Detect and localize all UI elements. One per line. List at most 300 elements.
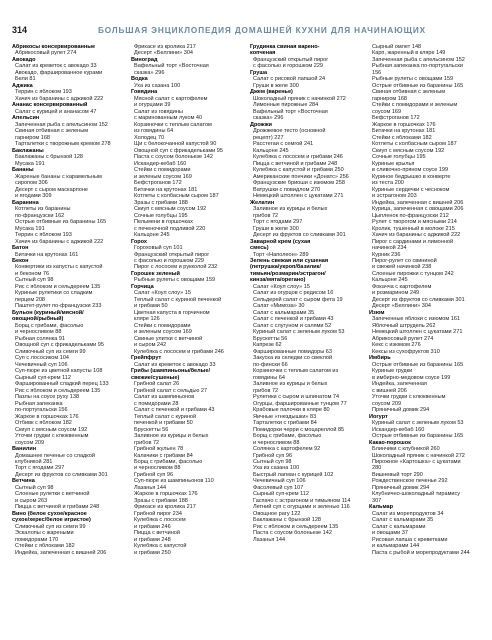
index-entry: Запеченные яблоки с изюмом 161 — [372, 316, 460, 323]
index-entry: Сочные голубцы 195 — [372, 154, 426, 161]
index-entry: Паста с рыбой и морепродуктами 244 — [372, 549, 470, 556]
index-heading: свежие/сушеные) — [131, 374, 180, 381]
index-entry: Курник 236 — [372, 251, 401, 258]
index-entry: Стейки с помидорами и зеленым — [372, 102, 458, 109]
index-heading: Желатин — [250, 199, 275, 206]
index-entry: 156 — [372, 69, 382, 76]
index-heading: Кальмар — [369, 504, 393, 511]
index-heading: (петрушка/укроп/базилик/ — [250, 264, 321, 271]
index-heading: овощной/рыбный) — [12, 316, 64, 323]
index-entry: Пельмени в горшочках — [134, 219, 193, 226]
index-entry: Расстегаи с семгой 241 — [253, 141, 314, 148]
index-entry: Пряничный домик 294 — [372, 407, 430, 414]
index-entry: Кекс с изюмом 276 — [372, 342, 421, 349]
index-heading: Ванилин — [12, 446, 37, 453]
index-entry: Битачки на крутонах 161 — [15, 251, 79, 258]
index-heading: Какао-порошок — [369, 439, 411, 446]
index-entry: Гаспачо с эстрагоном и тимьяном 114 — [253, 497, 351, 504]
index-heading: Грибы (шампиньоны/белые/ — [131, 368, 211, 375]
index-entry: и черносливом 88 — [15, 329, 62, 336]
index-entry: Курица, запеченная с овощами 206 — [372, 206, 464, 213]
index-entry: Заливное из курицы и белых — [134, 433, 209, 440]
index-entry: Кексы из сухофруктов 310 — [372, 348, 440, 355]
index-entry: Пирог с сардинами и лимонной — [372, 238, 454, 245]
index-entry: сиропом 306 — [15, 180, 48, 187]
index-entry: Салат из морепродуктов 34 — [372, 510, 444, 517]
index-entry: Лазанья 144 — [253, 536, 286, 543]
index-entry: Грибной салат 26 — [134, 381, 180, 388]
index-entry: Торт с ягодами 297 — [15, 465, 65, 472]
running-title: БОЛЬШАЯ ЭНЦИКЛОПЕДИЯ ДОМАШНЕЙ КУХНИ ДЛЯ НАЧИНАЮЩИХ — [98, 25, 426, 35]
index-entry: Отбивк с яблоком 182 — [15, 420, 72, 427]
index-entry: Уха из сазана 100 — [253, 465, 300, 472]
index-entry: из теста 200 — [372, 180, 404, 187]
index-entry: Куриные рулетики со сладким — [15, 290, 93, 297]
index-entry: Скиуп с мясным соусом 192 — [15, 426, 88, 433]
index-entry: и розмарином 249 — [372, 290, 420, 297]
index-entry: Мясной салат с картофелем — [134, 95, 208, 102]
index-entry: в имбирно-медовом соусе 199 — [372, 374, 451, 381]
index-entry: Жаркое в горшочках 176 — [15, 413, 79, 420]
index-entry: Террин с яблоком 193 — [15, 232, 72, 239]
index-entry: и черносливом 88 — [134, 465, 181, 472]
index-entry: Баклажаны с брынзой 128 — [253, 517, 322, 524]
index-entry: Абрикосовый рулет 274 — [15, 50, 77, 57]
index-entry: сказка» 296 — [134, 69, 165, 76]
index-heading: Виноград — [131, 56, 158, 63]
index-entry: Десерт из фруктов со сливками 301 — [372, 296, 465, 303]
index-entry: по-фински 66 — [253, 361, 288, 368]
index-entry: печенкой и грибами 50 — [134, 420, 193, 427]
index-entry: Огурцы, фаршированные тунцом 77 — [253, 400, 347, 407]
index-entry: Бели 81 — [15, 76, 36, 83]
index-entry: Летний суп с огурцами и зеленью 116 — [253, 504, 350, 511]
index-entry: Кролик, тушенный в молоке 215 — [372, 225, 455, 232]
index-entry: Острые отбивные из баранины 165 — [372, 433, 464, 440]
index-entry: и грибами 246 — [134, 523, 171, 530]
index-entry: Куриный салат с зеленым луком 53 — [253, 329, 345, 336]
index-entry: Салат «Мимоза» 30 — [253, 303, 305, 310]
index-entry: Конвертики из капусты с капустой — [15, 264, 103, 271]
index-entry: Искандер-кебаб 160 — [372, 426, 425, 433]
index-entry: Уха из сазана 100 — [134, 82, 181, 89]
index-entry: Заливное из курицы и белых — [253, 381, 328, 388]
index-entry: Слоеные рулетки с ветчиной — [15, 491, 90, 498]
index-entry: в сливочно-пряном соусе 199 — [372, 167, 449, 174]
index-entry: Пазлы на соусе руху 138 — [15, 394, 80, 401]
index-entry: Гороховый суп 101 — [134, 245, 183, 252]
index-entry: Сытный суп 98 — [15, 484, 54, 491]
index-entry: Клубнично-шоколадный тирамису — [372, 491, 461, 498]
index-entry: Теплый салат с куриной — [134, 413, 197, 420]
index-entry: соусом 209 — [15, 439, 45, 446]
index-entry: Жаркое в горшочках 176 — [372, 121, 436, 128]
index-entry: Грибной салат с сельдью 27 — [134, 387, 208, 394]
index-entry: Пирог-рулет со свининой — [372, 257, 437, 264]
index-entry: Мусака 191 — [15, 160, 45, 167]
index-entry: Французский открытый пирог — [134, 251, 210, 258]
index-heading: Баранина — [12, 199, 39, 206]
index-entry: Цветная капуста в горчичном — [134, 309, 210, 316]
index-heading: Ветчина — [12, 478, 35, 485]
index-entry: Жаркое в горшочках 176 — [134, 491, 198, 498]
index-entry: Немецкий штоллен с цукатами 271 — [253, 193, 344, 200]
index-entry: Борщ с грибами, фасолью — [15, 322, 84, 329]
index-entry: клубникой 281 — [15, 459, 53, 465]
index-entry: Холодец 70 — [134, 134, 165, 141]
index-entry: Куриный салат с зеленым луком 53 — [372, 420, 464, 427]
index-entry: Рис с яблоком и сельдереем 135 — [15, 283, 101, 290]
index-entry: Террин с яблоком 193 — [15, 89, 72, 96]
index-entry: Уточки грудки с клюквенным — [372, 394, 446, 401]
index-entry: Цыпленок по-французски 212 — [372, 212, 449, 219]
page-header — [12, 22, 480, 38]
index-heading: Дрожжи — [250, 121, 272, 128]
index-entry: с печеночной подливой 220 — [134, 225, 206, 232]
index-entry: рецепт) 227 — [253, 134, 284, 141]
index-entry: Острые отбивные из баранины 165 — [15, 219, 107, 226]
index-entry: Кальцоне 245 — [372, 277, 408, 284]
index-entry: Стейки с яблоками 182 — [15, 543, 75, 550]
index-entry: Острые отбивные из баранины 165 — [372, 361, 464, 368]
index-entry: Грибной жульен 78 — [134, 446, 184, 453]
index-entry: Калачики с грибами 84 — [134, 452, 193, 459]
index-entry: помидорами 170 — [15, 536, 59, 543]
index-entry: Салат из креветок с авокадо 33 — [134, 361, 216, 368]
index-entry: Вишневый торт 290 — [372, 471, 423, 478]
index-entry: Бефстроганов 172 — [372, 115, 420, 122]
index-entry: Куриные сердечки с чесноком — [372, 186, 450, 193]
index-entry: Салат из огурцов с редисом 16 — [253, 290, 334, 297]
index-entry: Паста с соусом болоньезе 142 — [253, 530, 332, 537]
index-heading: Водка — [131, 76, 148, 83]
index-entry: и ягодами 309 — [15, 193, 52, 200]
index-heading: смесь) — [250, 245, 269, 252]
index-entry: Торт «Наполеон» 289 — [253, 251, 309, 258]
index-entry: Пирог с лососем и рукколой 232 — [134, 264, 218, 271]
index-entry: перцем 208 — [15, 296, 45, 303]
index-entry: Теплый салат с куриной печенкой — [134, 296, 222, 303]
index-column-2 — [131, 44, 242, 636]
index-entry: Куриные грудки — [372, 368, 413, 375]
index-heading: Аджика — [12, 82, 33, 89]
index-entry: Кулебяка с лососем — [134, 517, 186, 524]
index-entry: Овощной суп с фрикадельками 95 — [15, 342, 104, 349]
index-entry: Рыбная запеканка по-португальски — [372, 63, 463, 70]
index-entry: Искандер-кебаб 160 — [134, 160, 187, 167]
index-heading: Грудинка свиная варено- — [250, 44, 320, 50]
index-entry: Щи с белокочанной капустой 90 — [134, 141, 217, 148]
index-entry: Сытный суп 98 — [15, 277, 54, 284]
index-heading: Имбирь — [369, 355, 391, 362]
index-entry: Фрикасе из кролика 217 — [134, 44, 196, 50]
index-entry: и огурцами 39 — [134, 102, 171, 109]
index-entry: Сырный омлет 148 — [372, 44, 422, 50]
index-entry: начинкой 234 — [372, 245, 407, 252]
index-entry: Рис с яблоком и сельдереем 135 — [253, 523, 339, 530]
index-entry: Десерт «Беллини» 304 — [134, 50, 193, 57]
index-entry: Домашнее печенье со сладкой — [15, 452, 95, 459]
index-heading: Грейпфрут — [131, 355, 162, 362]
index-entry: Пряничный домик 294 — [372, 484, 430, 491]
index-entry: Салат с слугуном и салями 52 — [253, 322, 332, 329]
index-entry: Шоколадный пряник с начинкой 272 — [253, 95, 346, 102]
index-entry: Сытный суп 98 — [253, 459, 292, 465]
index-entry: и грибами 250 — [134, 549, 171, 556]
index-entry: Яичные «гнездышки» 83 — [253, 413, 317, 420]
index-heading: Говядина — [131, 89, 158, 96]
index-entry: Жареные бананы с карамельным — [15, 173, 102, 180]
index-entry: Рыбные рулеты с овощами 159 — [372, 76, 454, 83]
index-entry: Суп с лососиком 104 — [15, 355, 69, 362]
index-heading: Ананас консервированный — [12, 102, 88, 109]
index-entry: Кальцоне 245 — [134, 232, 170, 239]
index-entry: Грибной суп 96 — [134, 471, 174, 478]
index-columns — [12, 44, 480, 636]
index-entry: Чечевичный суп 106 — [253, 478, 306, 485]
index-entry: соусом 209 — [372, 400, 402, 407]
index-entry: Тарталетки с творожным кремом 278 — [15, 141, 111, 148]
index-entry: Зразы с грибами 188 — [134, 497, 188, 504]
index-heading: Бананы — [12, 167, 34, 174]
index-heading: Батон — [12, 245, 29, 252]
index-entry: 307 — [372, 497, 382, 504]
index-entry: Кулебяка с капустой и грибами 250 — [253, 167, 344, 174]
index-heading: Авокадо — [12, 56, 36, 63]
index-entry: Лазанья 144 — [134, 484, 167, 491]
index-entry: из говядины 64 — [134, 128, 174, 135]
index-entry: Рождественское печенье 292 — [372, 478, 448, 485]
index-entry: Вафельный торт «Восточная — [134, 63, 209, 70]
index-entry: Капрезе 62 — [253, 342, 282, 349]
index-heading: кинза/мята/орегано) — [250, 277, 306, 284]
index-column-1 — [12, 44, 123, 636]
index-entry: и зеленым соусом 169 — [134, 173, 192, 180]
index-entry: Котлеты с колбасным сыром 187 — [134, 193, 219, 200]
index-heading: Баклажаны — [12, 147, 44, 154]
index-entry: Куриные крылья — [372, 160, 415, 167]
index-entry: Солянка с картофелем 92 — [253, 446, 321, 453]
index-entry: Яблочный штрудель 262 — [372, 322, 436, 329]
index-entry: Котлеты с колбасным сыром 187 — [372, 141, 457, 148]
index-entry: Паста с соусом болоньезе 142 — [134, 154, 213, 161]
index-entry: Овощной суп с фрикадельками 95 — [134, 147, 223, 154]
index-entry: Стейки с помидорами — [134, 322, 191, 329]
index-column-4 — [369, 44, 480, 636]
index-entry: Хачич из баранины с аджикой 222 — [372, 232, 461, 239]
index-entry: Индейка, запеченная — [372, 381, 427, 388]
index-entry: Быстрый лагман с курицей 102 — [253, 471, 334, 478]
index-entry: Десерт «Беллини» 304 — [372, 303, 431, 310]
index-heading: Йогурт — [369, 413, 388, 420]
index-heading: Изюм — [369, 309, 385, 316]
index-entry: грибов 72 — [134, 439, 160, 446]
index-entry: Рыбная солянка 91 — [15, 335, 66, 342]
index-entry: грибов 72 — [253, 387, 279, 394]
index-entry: Овощное рагу 122 — [253, 510, 301, 517]
index-entry: Корзиночки с теплым салатом — [134, 121, 212, 128]
index-entry: и зеленым соусом 169 — [134, 329, 192, 336]
index-heading: тимьян/розмарин/эстрагон/ — [250, 270, 326, 277]
index-entry: Корзиночки с теплым салатом из — [253, 368, 339, 375]
index-entry: Сельдерей салат с сыром фета 19 — [253, 296, 343, 303]
index-entry: грибов 72 — [253, 212, 279, 219]
index-entry: Рисовая лапша с креветками — [372, 536, 448, 543]
index-entry: Пирожное «Картошка» с цукатами — [372, 459, 461, 465]
index-entry: Груши в желе 300 — [253, 225, 299, 232]
index-entry: Салат с кальмарами 35 — [253, 309, 315, 316]
index-entry: Ватрушки с повидлом 270 — [253, 186, 321, 193]
index-entry: Стейки с яблоками 182 — [372, 134, 432, 141]
index-entry: Закуска из селедки со свеклой — [253, 355, 333, 362]
index-entry: кляре 126 — [134, 316, 160, 323]
index-entry: гарниром 168 — [372, 95, 408, 102]
index-entry: Хачич из баранины с аджикой 222 — [15, 238, 104, 245]
index-entry: Индейка, запеченная с вишней 206 — [372, 199, 464, 206]
index-entry: и сыром 263 — [15, 497, 48, 504]
index-entry: Чечевичный суп 106 — [15, 361, 68, 368]
index-entry: Рулетики с сыром и шпинатом 74 — [253, 394, 340, 401]
index-entry: с фасолью и горошком 229 — [134, 257, 205, 264]
page-number: 314 — [12, 25, 28, 35]
index-entry: Запеченная рыба с апельсином 152 — [15, 121, 108, 128]
index-entry: с помидорами 28 — [134, 400, 179, 407]
index-entry: Салат из шампиньонов — [134, 394, 195, 401]
index-entry: Французский открытый пирог — [253, 56, 329, 63]
index-entry: Битачки на крутонах 181 — [372, 128, 436, 135]
index-entry: Суп-пюре из шампиньонов 110 — [134, 478, 214, 485]
index-entry: Салат из креветок с авокадо 33 — [15, 63, 97, 70]
index-heading: Апельсин — [12, 115, 40, 122]
index-entry: Салат с курицей и ананасом 47 — [15, 108, 97, 115]
index-heading: сухое/херес/белое игристое) — [12, 517, 91, 524]
index-entry: Фасолевый суп 107 — [253, 484, 304, 491]
index-heading: Бульон (куриный/мясной/ — [12, 309, 84, 316]
index-entry: Свиная отбивная с зеленым — [372, 89, 446, 96]
index-entry: Котлеты из баранины — [15, 206, 71, 213]
index-entry: Дрожжевое тесто (основной — [253, 128, 326, 135]
index-entry: Торт с ягодами 297 — [253, 219, 303, 226]
index-entry: Тарталетки с грибами 84 — [253, 420, 317, 427]
index-entry: Баклажаны с брынзой 128 — [15, 154, 84, 161]
index-entry: по-португальски 156 — [15, 407, 68, 414]
index-entry: Битачки на крутонах 181 — [134, 186, 198, 193]
index-entry: Салат с печенкой и грибами 43 — [253, 316, 334, 323]
index-entry: Шоколадный пряник с начинкой 272 — [372, 452, 465, 459]
index-entry: с вишней 206 — [372, 387, 407, 394]
index-heading: Заварной крем (сухая — [250, 238, 311, 245]
index-entry: Паштет-рулет по-французски 233 — [15, 303, 102, 310]
index-entry: Десерт из фруктов со сливками 301 — [15, 471, 108, 478]
index-entry: и грибами 248 — [134, 536, 171, 543]
index-heading: Бекон — [12, 257, 29, 264]
index-entry: Стейки с помидорами — [134, 167, 191, 174]
index-entry: Салат с рисовой лапшой 24 — [253, 76, 326, 83]
index-entry: Пицца с ветчиной и грибами 248 — [253, 160, 338, 167]
index-entry: Лимонные пирожные 284 — [253, 102, 319, 109]
index-entry: Свиная отбивная с зеленым — [15, 128, 89, 135]
index-entry: Скиуп с мясным соусом 192 — [134, 206, 207, 213]
index-entry: Брускетты 56 — [253, 335, 288, 342]
index-entry: Французские бриоши с изюмом 258 — [253, 180, 345, 187]
index-entry: Куриное бедрышко в конверте — [372, 173, 451, 180]
index-entry: Суп-пюре из цветной капусты 108 — [15, 368, 103, 375]
index-column-3 — [250, 44, 361, 636]
index-entry: 280 — [372, 465, 382, 472]
index-entry: Вафельный торт «Восточная — [253, 108, 328, 115]
index-entry: Пицца с ветчиной — [134, 530, 180, 537]
index-entry: Эскалопы с жареными — [15, 530, 74, 537]
index-entry: Уточки грудки с клюквенным — [15, 433, 89, 440]
index-entry: с фасолью и горошком 229 — [253, 63, 324, 70]
index-entry: Салат с кальмарами — [372, 523, 426, 530]
index-entry: и овощами 37 — [372, 530, 408, 537]
index-entry: Груши в желе 300 — [253, 82, 299, 89]
index-entry: Кулебяка с лососем и грибами 246 — [253, 154, 343, 161]
index-entry: Бефстроганов 172 — [134, 180, 182, 187]
index-entry: Немецкий штоллен с цукатами 271 — [372, 329, 463, 336]
index-entry: и свежей начинкой 238 — [372, 264, 432, 271]
index-entry: и сыром 242 — [134, 342, 167, 349]
index-entry: Грибной суп 96 — [253, 452, 293, 459]
index-entry: Зразы с грибами 188 — [134, 199, 188, 206]
index-entry: Рис с яблоком и сельдереем 135 — [15, 387, 101, 394]
index-entry: Сырный суп-крем 112 — [253, 491, 309, 498]
index-entry: Блинчики с клубникой 260 — [372, 446, 440, 453]
index-entry: Кулебяка с капустой — [134, 543, 187, 550]
index-heading: Джем (варенье) — [250, 89, 293, 96]
index-entry: Острые отбивные из баранины 165 — [372, 82, 464, 89]
index-entry: гарниром 168 — [15, 134, 51, 141]
index-heading: Горчица — [131, 283, 154, 290]
index-entry: Абрикосовый рулет 274 — [372, 335, 434, 342]
index-entry: Десерт из фруктов со сливками 301 — [253, 232, 346, 239]
index-entry: Пицца с ветчиной и грибами 248 — [15, 504, 100, 511]
index-entry: Карп, жаренный в кляре 149 — [372, 50, 446, 57]
index-entry: Запеченная рыба с апельсином 152 — [372, 56, 465, 63]
index-entry: Брускетты 56 — [134, 426, 169, 433]
index-entry: Мусака 191 — [15, 225, 45, 232]
index-entry: Фокачча с картофелем — [372, 283, 432, 290]
index-entry: Заливное из курицы и белых — [253, 206, 328, 213]
index-heading: копченая — [250, 50, 276, 57]
index-heading: Абрикосы консервированные — [12, 44, 96, 50]
index-entry: Сливочный суп из семги 99 — [15, 348, 86, 355]
index-entry: Авокадо, фаршированное курами — [15, 69, 103, 76]
index-heading: Горох — [131, 238, 147, 245]
index-entry: сказка» 296 — [253, 115, 284, 122]
index-entry: Свиные улитки с ветчиной — [134, 335, 203, 342]
index-entry: Американские пончики «Донатс» 256 — [253, 173, 349, 180]
index-entry: по-французски 162 — [15, 212, 65, 219]
index-entry: Помидорки черри с моцареллой 85 — [253, 426, 345, 433]
index-entry: соусом 169 — [372, 108, 402, 115]
index-entry: Десерт с сыром маскарпоне — [15, 186, 88, 193]
index-heading: Груша — [250, 69, 268, 76]
index-entry: Скиуп с мясным соусом 192 — [372, 147, 445, 154]
index-entry: Салат с кальмарами 35 — [372, 517, 434, 524]
index-entry: Кулебяка с лососем и грибами 246 — [134, 348, 224, 355]
index-entry: Фрикасе из кролика 217 — [134, 504, 196, 511]
index-entry: Рыбные рулеты с овощами 159 — [134, 277, 216, 284]
index-heading: Зелень свежая или сушеная — [250, 257, 329, 264]
index-entry: Индейка, запеченная с вишней 206 — [15, 549, 107, 556]
index-entry: Салат из говядины — [134, 108, 183, 115]
index-entry: Крабовые палочки в кляре 80 — [253, 407, 330, 414]
index-entry: Хачич из баранины с аджикой 222 — [15, 95, 104, 102]
index-entry: Грибной пирог 234 — [134, 510, 182, 517]
index-entry: Фаршированный сладкий перец 133 — [15, 381, 109, 388]
